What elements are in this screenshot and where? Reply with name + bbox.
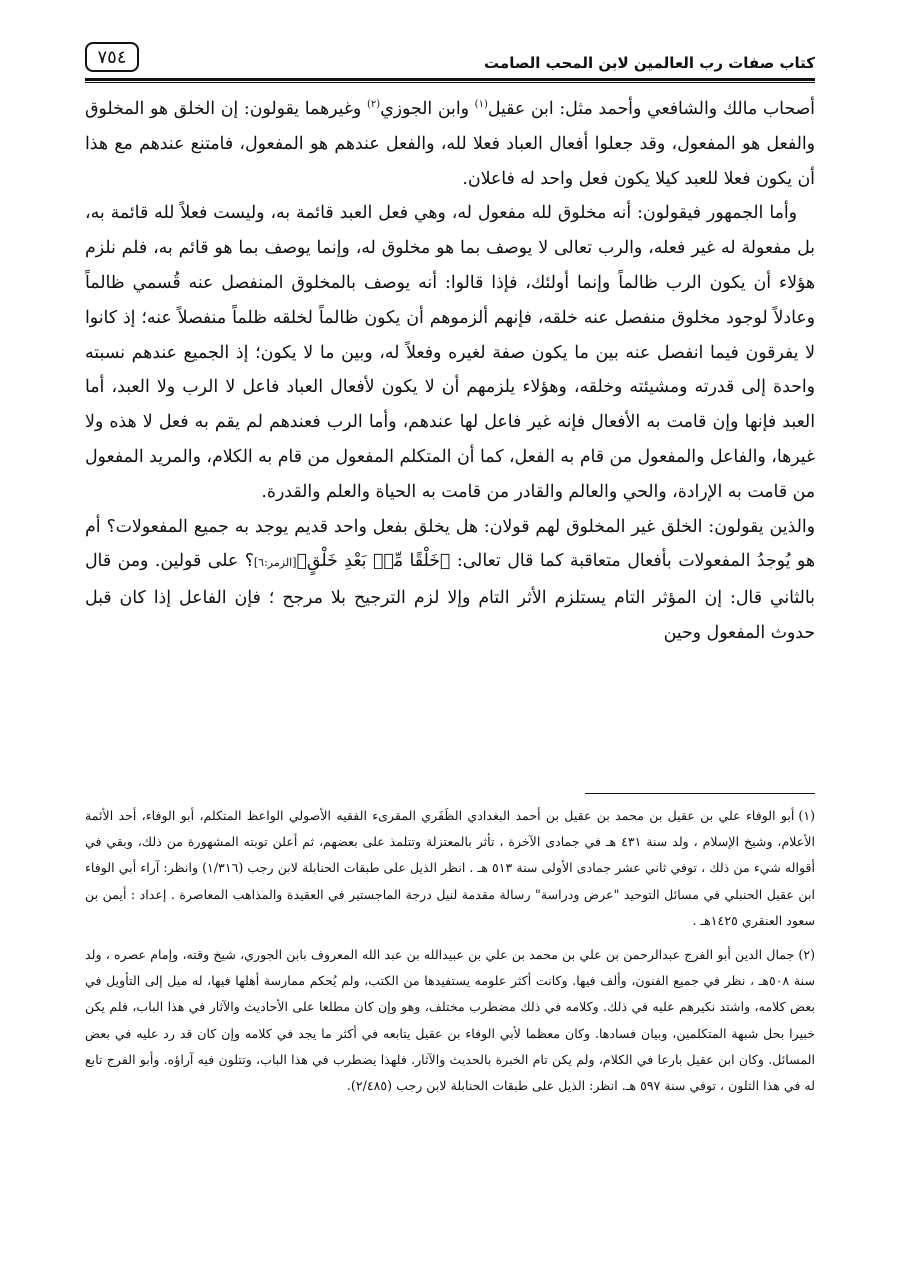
footnote-ref-2[interactable]: (٢) [366, 99, 381, 111]
header-rule [85, 78, 815, 83]
footnote-separator [585, 793, 815, 794]
footnotes [85, 803, 815, 1107]
quran-quote: ﴿خَلْقًا مِّنۢ بَعْدِ خَلْقٍ﴾ [296, 551, 451, 572]
footnote-text: جمال الدين أبو الفرج عبدالرحمن بن علي بن محمد بن علي بن عبيدالله بن عبد الله المعروف بابن الجوري، شيخ وقته، وإمام عصره ، ولد سنة ٥٠٨هـ ، نظر في جميع الفنون، وألف فيها. وكانت أكثر علومه يستفيدها من الكتب، ولم يُحكم ممارسة أهلها فيها، له ميل إلى التأويل في بعض كلامه، واشتد نكيرهم عليه في ذلك. وكلامه في ذلك مضطرب مختلف، وهو وإن كان مطلعا على الأحاديث والآثار في هذا الباب، فلم يكن خبيرا بحل شبهة المتكلمين، وبيان فسادها. وكان معظما لأبي الوفاء بن عقيل يتابعه في أكثر ما يجد في كلامه وإن كان قد رد عليه في بعض المسائل. وكان ابن عقيل بارعا في الكلام، ولم يكن تام الخبرة بالحديث والآثار. فلهذا يضطرب في هذا الباب، وتتلون فيه آراؤه. وأبو الفرج تابع له في هذا التلون ، توفي سنة ٥٩٧ هـ. انظر: الذيل على طبقات الحنابلة لابن رجب (٢/٤٨٥). [85, 947, 816, 1094]
footnote-1 [85, 803, 815, 934]
p3-text-a: والذين يقولون: الخلق غير المخلوق لهم قولان: هل يخلق بفعل واحد قديم يوجد به جميع المفعولات؟ أم هو يُوجدُ المفعولات بأفعال متعاقبة كما قال تعالى: [85, 516, 815, 572]
footnote-text: أبو الوفاء علي بن عقيل بن محمد بن عقيل بن أحمد البغدادي الظَفَري المقرىء الفقيه الأصولي الواعظ المتكلم، أبو الوفاء، أحد الأئمة الأعلام، وشيخ الإسلام ، ولد سنة ٤٣١ هـ في جمادى الآخرة ، تأثر بالمعتزلة وتتلمذ على بعضهم، ثم أعلن توبته المشهورة من ذلك، وبقي في أقواله شيء من ذلك ، توفي ثاني عشر جمادى الأولى سنة ٥١٣ هـ . انظر الذيل على طبقات الحنابلة لابن رجب (١/٣١٦) وانظر: آراء أبي الوفاء ابن عقيل الحنبلي في مسائل التوحيد "عرض ودراسة" رسالة مقدمة لنيل درجة الماجستير في العقيدة والمذاهب المعاصرة . إعداد : أيمن بن سعود العنقري ١٤٢٥هـ . [85, 808, 815, 928]
page-number-box: ٧٥٤ [85, 42, 139, 72]
main-text [85, 92, 815, 651]
footnote-number: (٢) [798, 947, 815, 963]
page-header [85, 40, 815, 82]
footnote-2 [85, 942, 815, 1099]
p1-text-c: وغيرهما يقولون: إن الخلق هو المخلوق والفعل هو المفعول، وقد جعلوا أفعال العباد فعلا لله، والفعل عندهم هو المفعول، فامتنع عندهم مع هذا أن يكون فعلا للعبد كيلا يكون فعل واحد له فاعلان. [85, 99, 815, 189]
paragraph-1 [85, 92, 815, 196]
footnote-number: (١) [798, 808, 815, 823]
p3-text-b: ؟ على قولين. ومن قال بالثاني قال: إن المؤثر التام يستلزم الأثر التام وإلا لزم الترجيح بلا مرجح ؛ فإن الفاعل إذا كان قبل حدوث المفعول وحين [85, 551, 815, 643]
p1-text-a: أصحاب مالك والشافعي وأحمد مثل: ابن عقيل [487, 99, 815, 119]
footnote-ref-1[interactable]: (١) [474, 99, 488, 111]
paragraph-3 [85, 510, 815, 651]
quran-reference: [الزمر:٦] [253, 556, 297, 570]
p1-text-b: وابن الجوزي [380, 99, 475, 119]
paragraph-2: وأما الجمهور فيقولون: أنه مخلوق لله مفعول له، وهي فعل العبد قائمة به، وليست فعلاً لله قائمة به، بل مفعولة له غير فعله، والرب تعالى لا يوصف بما هو مخلوق له، وإنما يوصف بما هو قائم به، فلم نلزم هؤلاء أن يكون الرب ظالماً وإنما أولئك، فإذا قالوا: أنه يوصف بالمخلوق المنفصل عنه قُسمي ظالماً وعادلاً لوجود مخلوق منفصل عنه خلقه، فإنهم ألزموهم أن يكون ظالماً لخلقه ظلماً منفصلاً عنه؛ إذ كانوا لا يفرقون فيما انفصل عنه بين ما يكون صفة لغيره وفعلاً له، وبين ما لا يكون؛ إذ الجميع عندهم نسبته واحدة إلى قدرته ومشيئته وخلقه، وهؤلاء يلزمهم أن لا يكون لأفعال العباد فاعل لا الرب ولا العبد، أما العبد فإنها وإن قامت به الأفعال فإنه غير فاعل لها عندهم، وأما الرب فعندهم لم يقم به فعل لا هذه ولا غيرها، والفاعل والمفعول من قام به الفعل، كما أن المتكلم المفعول من قام به الكلام، والمريد المفعول من قامت به الإرادة، والحي والعالم والقادر من قامت به الحياة والعلم والقدرة. [85, 203, 815, 502]
running-title: كتاب صفات رب العالمين لابن المحب الصامت [484, 54, 815, 72]
